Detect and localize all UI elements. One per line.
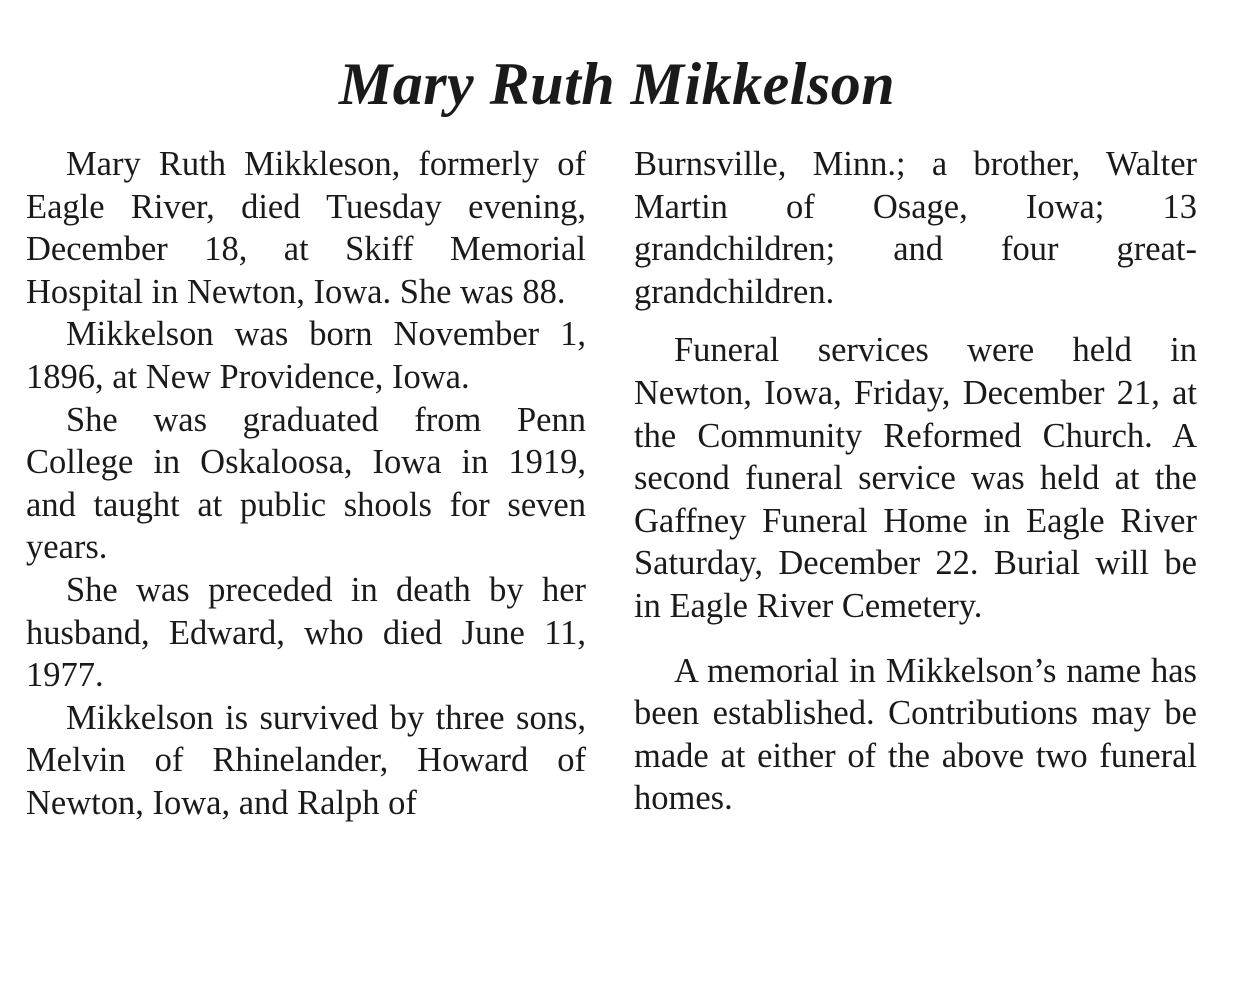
paragraph-education: She was graduated from Penn College in Oskaloosa, Iowa in 1919, and taught at public shools for seven years.: [26, 400, 586, 567]
paragraph-funeral-services: Funeral services were held in Newton, Iowa, Friday, December 21, at the Community Reformed Church. A second funeral service was held at the Gaffney Funeral Home in Eagle River Saturday, December 22. Burial will be in Eagle River Cemetery.: [634, 331, 1197, 625]
paragraph-death-notice: Mary Ruth Mikkleson, formerly of Eagle River, died Tuesday evening, December 18, at Skiff Memorial Hospital in Newton, Iowa. She was 88.: [26, 145, 586, 311]
obituary-headline: Mary Ruth Mikkelson: [338, 51, 896, 117]
paragraph-memorial: A memorial in Mikkelson’s name has been established. Contributions may be made at either of the above two funeral homes.: [634, 651, 1197, 818]
right-column: [634, 143, 1197, 820]
paragraph-survivors: Mikkelson is survived by three sons, Melvin of Rhinelander, Howard of Newton, Iowa, and Ralph of: [26, 698, 586, 822]
left-column: [26, 143, 586, 825]
paragraph-survivors-continued: Burnsville, Minn.; a brother, Walter Martin of Osage, Iowa; 13 grandchildren; and four great-grandchildren.: [634, 145, 1197, 311]
paragraph-preceded: She was preceded in death by her husband, Edward, who died June 11, 1977.: [26, 570, 586, 695]
paragraph-birth: Mikkelson was born November 1, 1896, at New Providence, Iowa.: [26, 315, 586, 396]
